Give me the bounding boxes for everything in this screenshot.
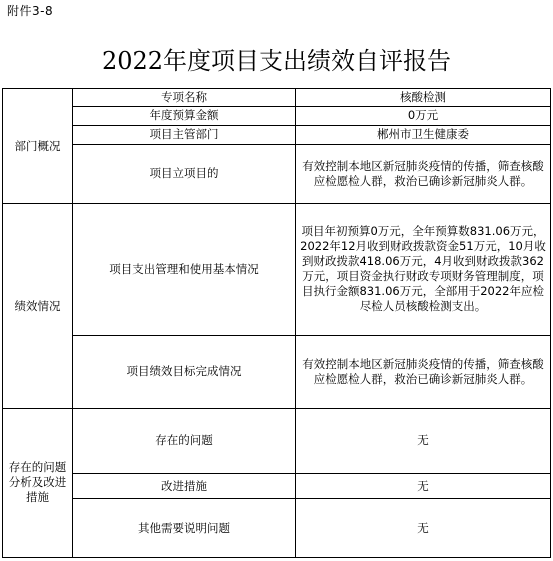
table-row xyxy=(3,499,551,558)
row-value: 郴州市卫生健康委 xyxy=(296,125,551,144)
row-label: 项目绩效目标完成情况 xyxy=(73,335,296,408)
section-issues: 存在的问题分析及改进措施 xyxy=(3,408,73,557)
table-row xyxy=(3,474,551,499)
table-row xyxy=(3,144,551,204)
row-value: 0万元 xyxy=(296,106,551,125)
row-label: 改进措施 xyxy=(73,474,296,499)
row-label: 年度预算金额 xyxy=(73,106,296,125)
report-table xyxy=(2,88,551,558)
row-label: 其他需要说明问题 xyxy=(73,499,296,558)
table-row xyxy=(3,89,551,107)
row-value: 项目年初预算0万元，全年预算数831.06万元，2022年12月收到财政拨款资金51万元，10月收到财政拨款418.06万元，4月收到财政拨款362万元，项目资金执行财政专项财务管理制度，项目执行金额831.06万元，全部用于2022年应检尽检人员核酸检测支出。 xyxy=(296,204,551,335)
row-value: 有效控制本地区新冠肺炎疫情的传播，筛查核酸应检愿检人群，救治已确诊新冠肺炎人群。 xyxy=(296,144,551,204)
attachment-label: 附件3-8 xyxy=(7,4,54,18)
table-row xyxy=(3,204,551,335)
row-label: 项目立项目的 xyxy=(73,144,296,204)
row-label: 存在的问题 xyxy=(73,408,296,473)
row-value: 有效控制本地区新冠肺炎疫情的传播，筛查核酸应检愿检人群，救治已确诊新冠肺炎人群。 xyxy=(296,335,551,408)
row-label: 项目支出管理和使用基本情况 xyxy=(73,204,296,335)
table-row xyxy=(3,408,551,473)
table-row xyxy=(3,125,551,144)
row-value: 无 xyxy=(296,474,551,499)
row-label: 项目主管部门 xyxy=(73,125,296,144)
table-row xyxy=(3,106,551,125)
section-performance: 绩效情况 xyxy=(3,204,73,409)
row-label: 专项名称 xyxy=(73,89,296,107)
row-value: 核酸检测 xyxy=(296,89,551,107)
section-overview: 部门概况 xyxy=(3,89,73,204)
row-value: 无 xyxy=(296,408,551,473)
table-row xyxy=(3,335,551,408)
row-value: 无 xyxy=(296,499,551,558)
report-title: 2022年度项目支出绩效自评报告 xyxy=(101,47,452,75)
